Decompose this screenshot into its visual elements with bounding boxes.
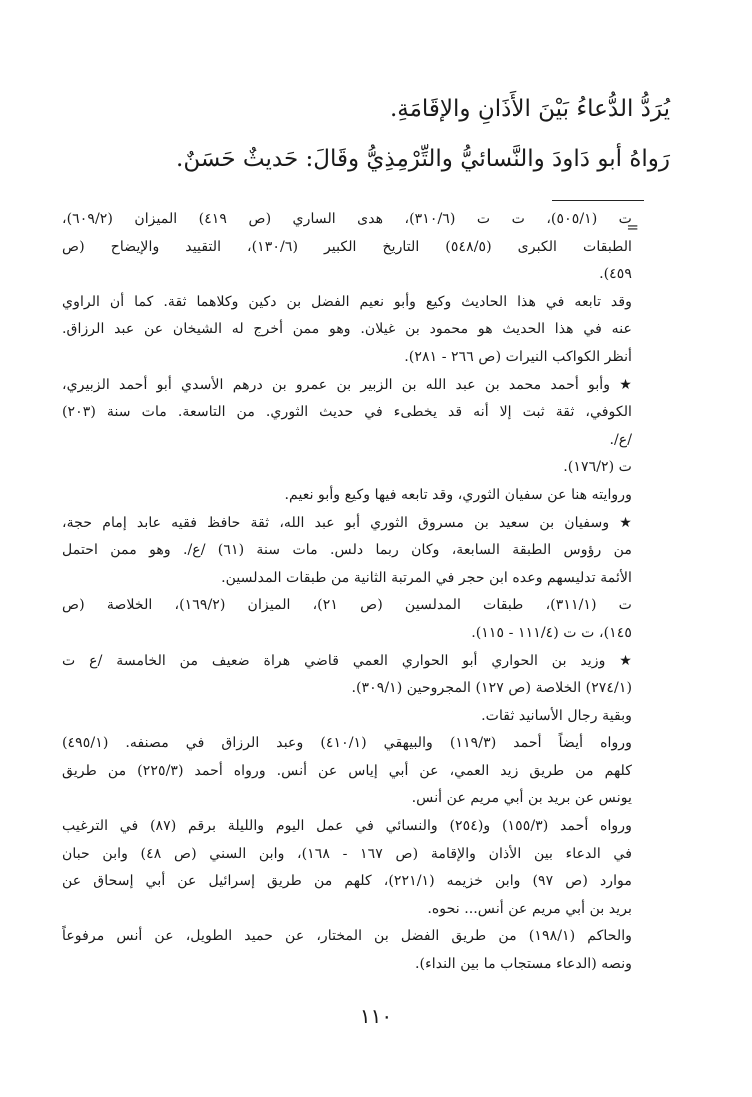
footnote-line: عنه في هذا الحديث هو محمود بن غيلان. وهو ممن أخرج له الشيخان عن عبد الرزاق. — [62, 321, 632, 338]
footnote-line: ★ وزيد بن الحواري أبو الحواري العمي قاضي هراة ضعيف من الخامسة /ع ت — [62, 652, 632, 669]
footnote-line: الكوفي، ثقة ثبت إلا أنه قد يخطىء في حديث الثوري. من التاسعة. مات سنة (٢٠٣) — [62, 404, 632, 421]
footnote-line: الطبقات الكبرى (٥٤٨/٥) التاريخ الكبير (١٣٠/٦)، التقييد والإيضاح (ص — [62, 238, 632, 255]
footnote-line: كلهم من طريق زيد العمي، عن أبي إياس عن أنس. ورواه أحمد (٢٢٥/٣) من طريق — [62, 762, 632, 779]
footnote-line: ونصه (الدعاء مستجاب ما بين النداء). — [415, 956, 632, 973]
footnote-line: ت (٥٠٥/١)، ت ت (٣١٠/٦)، هدى الساري (ص ٤١٩) الميزان (٦٠٩/٢)، — [62, 211, 632, 227]
footnote-line: ★ وأبو أحمد محمد بن عبد الله بن الزبير بن عمرو بن درهم الأسدي أبو أحمد الزبيري، — [62, 376, 632, 393]
footnote-line: في الدعاء بين الأذان والإقامة (ص ١٦٧ - ١٦٨)، وابن السني (ص ٤٨) وابن حبان — [62, 845, 632, 862]
footnote-line: ورواه أيضاً أحمد (١١٩/٣) والبيهقي (٤١٠/١) وعبد الرزاق في مصنفه. (٤٩٥/١) — [62, 735, 632, 752]
footnote-line: ١٤٥)، ت ت (١١١/٤ - ١١٥). — [471, 624, 632, 641]
footnote-line: أنظر الكواكب النيرات (ص ٢٦٦ - ٢٨١). — [404, 348, 632, 365]
footnote-line: موارد (ص ٩٧) وابن خزيمه (٢٢١/١)، كلهم من طريق إسرائيل عن أبي إسحاق عن — [62, 873, 632, 890]
footnote-line: من رؤوس الطبقة السابعة، وكان ربما دلس. مات سنة (٦١) /ع/. وهو ممن احتمل — [62, 542, 632, 559]
footnote-line: ت (١٧٦/٢). — [563, 459, 632, 476]
footnote-line: الأئمة تدليسهم وعده ابن حجر في المرتبة الثانية من طبقات المدلسين. — [221, 569, 632, 586]
footnote-line: ورواه أحمد (١٥٥/٣) و(٢٥٤) والنسائي في عمل اليوم والليلة برقم (٨٧) في الترغيب — [62, 818, 632, 835]
footnote-line: وروايته هنا عن سفيان الثوري، وقد تابعه فيها وكيع وأبو نعيم. — [284, 486, 632, 503]
footnote-line: ت (٣١١/١)، طبقات المدلسين (ص ٢١)، الميزان (١٦٩/٢)، الخلاصة (ص — [62, 597, 632, 614]
footnote-line: /ع/. — [609, 431, 632, 448]
footnote-line: (٢٧٤/١) الخلاصة (ص ١٢٧) المجروحين (٣٠٩/١). — [351, 680, 632, 697]
footnote-line: والحاكم (١٩٨/١) من طريق الفضل بن المختار، عن حميد الطويل، عن أنس مرفوعاً — [62, 928, 632, 945]
footnote-line: ★ وسفيان بن سعيد بن مسروق الثوري أبو عبد الله، ثقة حافظ فقيه عابد إمام حجة، — [62, 514, 632, 531]
footnote-line: ٤٥٩). — [599, 266, 632, 283]
hadith-line-1: يُرَدُّ الدُّعاءُ بَيْنَ الأَذَانِ والإقَامَةِ. — [389, 96, 670, 122]
footnote-separator — [552, 200, 644, 201]
page-number: ١١٠ — [359, 1004, 393, 1028]
footnote-line: وبقية رجال الأسانيد ثقات. — [481, 707, 632, 724]
hadith-line-2: رَواهُ أبو دَاودَ والنَّسائيُّ والتِّرْمِذِيُّ وقَالَ: حَديثٌ حَسَنٌ. — [176, 146, 670, 172]
footnote-continuation-mark: = — [626, 218, 639, 236]
footnote-line: يونس عن بريد بن أبي مريم عن أنس. — [411, 790, 632, 807]
footnote-line: وقد تابعه في هذا الحاديث وكيع وأبو نعيم الفضل بن دكين وكلاهما ثقة. كما أن الراوي — [62, 293, 632, 310]
footnote-line: بريد بن أبي مريم عن أنس... نحوه. — [427, 900, 632, 917]
hadith-text — [60, 84, 670, 184]
footnotes — [62, 206, 632, 979]
